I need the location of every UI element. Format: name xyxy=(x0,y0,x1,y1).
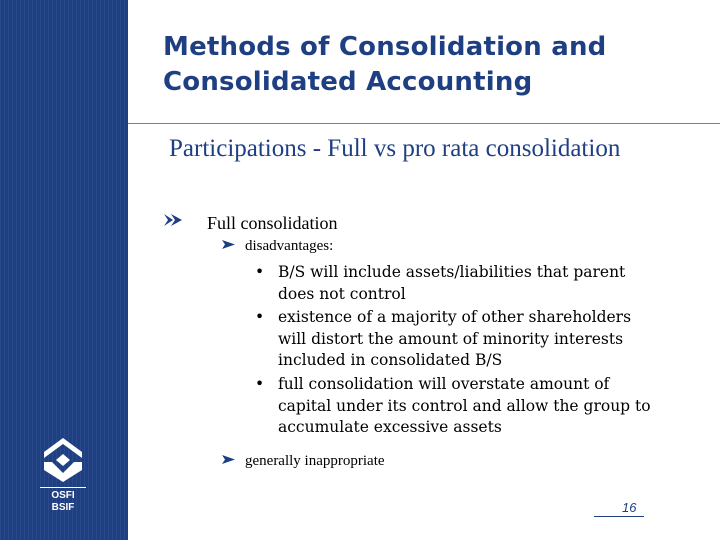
bullet-line: will distort the amount of minority interests xyxy=(278,329,624,348)
bullet-list xyxy=(253,262,673,441)
dash-arrow-icon xyxy=(222,455,236,464)
slide-title-line-1: Methods of Consolidation and xyxy=(163,32,607,62)
level1-item: Full consolidation xyxy=(207,213,338,233)
level2-item-disadvantages: disadvantages: xyxy=(245,238,334,254)
slide-subtitle: Participations - Full vs pro rata consolidation xyxy=(169,135,621,162)
list-item xyxy=(253,262,673,305)
bullet-line: capital under its control and allow the group to xyxy=(278,396,651,415)
logo-text xyxy=(40,490,86,514)
page-number: 16 xyxy=(622,500,637,515)
double-arrow-icon xyxy=(164,214,184,226)
list-item xyxy=(253,374,673,439)
bullet-dot: • xyxy=(255,263,265,281)
bullet-line: does not control xyxy=(278,284,406,303)
list-item xyxy=(253,307,673,372)
logo-line-osfi: OSFI xyxy=(51,490,75,501)
page-number-underline xyxy=(594,516,644,517)
title-divider xyxy=(128,123,720,124)
osfi-logo-icon xyxy=(38,436,88,484)
slide-title-line-2: Consolidated Accounting xyxy=(163,67,533,97)
dash-arrow-icon xyxy=(222,240,236,249)
bullet-dot: • xyxy=(255,374,265,393)
bullet-line: B/S will include assets/liabilities that parent xyxy=(278,263,626,281)
level2-item-generally-inappropriate: generally inappropriate xyxy=(245,453,385,469)
bullet-dot: • xyxy=(255,308,265,327)
logo-divider xyxy=(40,487,86,488)
bullet-line: included in consolidated B/S xyxy=(278,351,503,370)
logo-line-bsif: BSIF xyxy=(51,502,75,513)
bullet-line: accumulate excessive assets xyxy=(278,418,502,437)
bullet-line: full consolidation will overstate amount of xyxy=(278,374,610,393)
slide-title xyxy=(163,30,713,100)
sidebar-band xyxy=(0,0,128,540)
bullet-line: existence of a majority of other shareholders xyxy=(278,308,632,327)
